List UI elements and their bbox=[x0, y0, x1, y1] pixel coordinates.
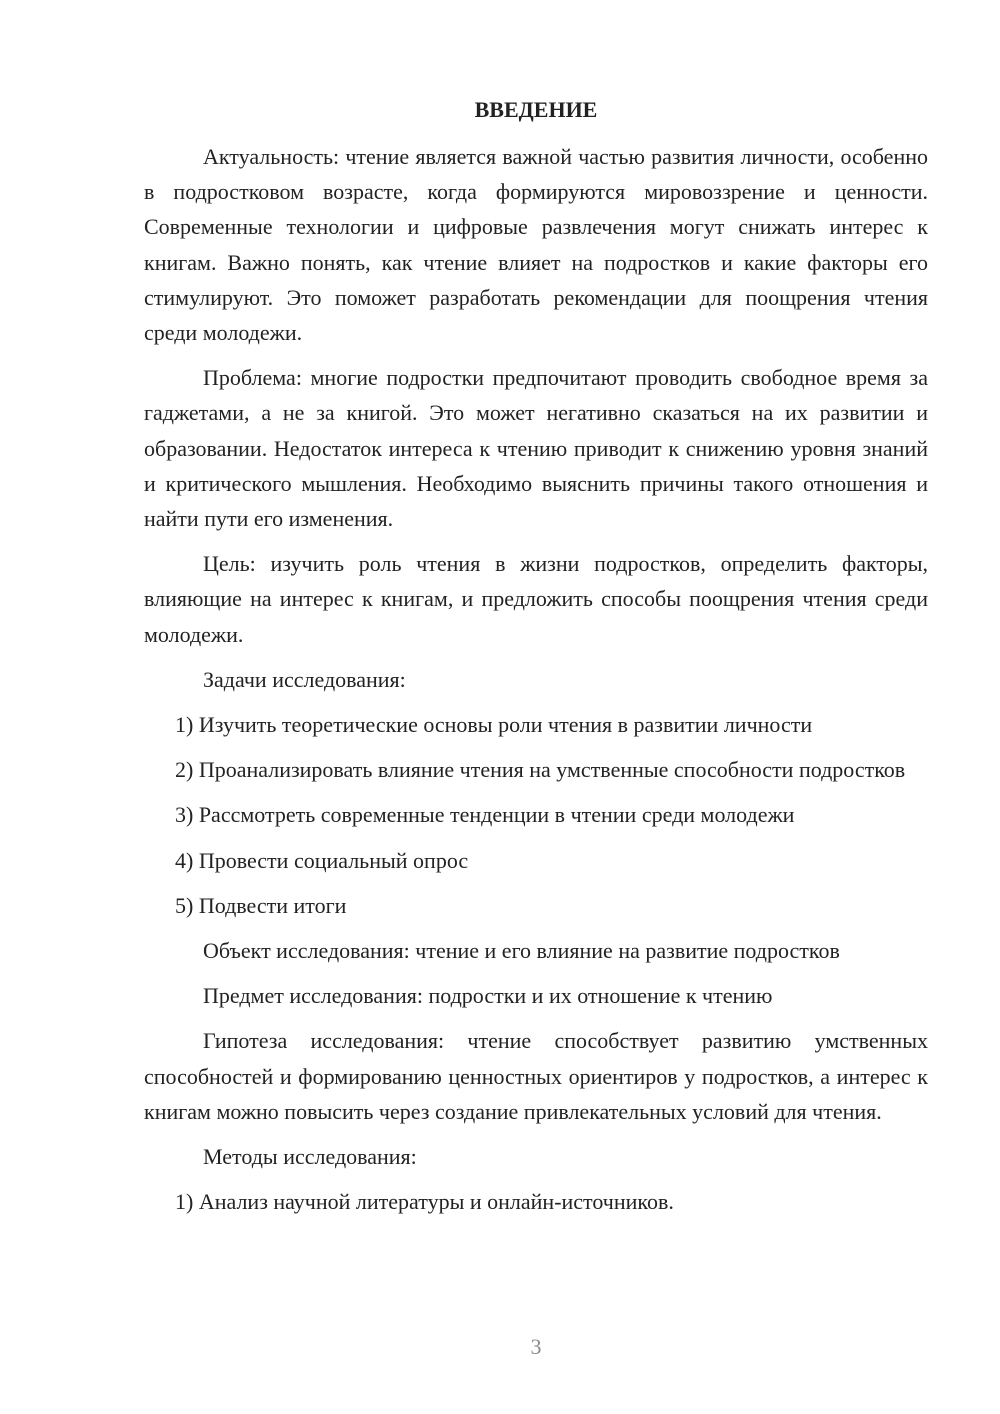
relevance-paragraph: Актуальность: чтение является важной частью развития личности, особенно в подростковом возрасте, когда формируются мировоззрение и ценности. Современные технологии и цифровые развлечения могут снижать интерес к книгам. Важно понять, как чтение влияет на подростков и какие факторы его стимулируют. Это поможет разработать рекомендации для поощрения чтения среди молодежи. bbox=[144, 144, 928, 346]
hypothesis-paragraph: Гипотеза исследования: чтение способствует развитию умственных способностей и формированию ценностных ориентиров у подростков, а интерес к книгам можно повысить через создание привлекательных условий для чтения. bbox=[144, 1028, 928, 1124]
goal-paragraph: Цель: изучить роль чтения в жизни подростков, определить факторы, влияющие на интерес к книгам, и предложить способы поощрения чтения среди молодежи. bbox=[144, 551, 928, 647]
page-number: 3 bbox=[530, 1334, 542, 1359]
research-object: Объект исследования: чтение и его влияние на развитие подростков bbox=[203, 938, 840, 964]
problem-paragraph: Проблема: многие подростки предпочитают проводить свободное время за гаджетами, а не за книгой. Это может негативно сказаться на их развитии и образовании. Недостаток интереса к чтению приводит к снижению уровня знаний и критического мышления. Необходимо выяснить причины такого отношения и найти пути его изменения. bbox=[144, 365, 928, 532]
research-subject: Предмет исследования: подростки и их отношение к чтению bbox=[203, 983, 773, 1009]
method-item-1: 1) Анализ научной литературы и онлайн-источников. bbox=[175, 1189, 674, 1215]
page-content bbox=[144, 95, 928, 1229]
tasks-heading: Задачи исследования: bbox=[203, 666, 406, 692]
section-heading: ВВЕДЕНИЕ bbox=[474, 97, 598, 122]
task-item-3: 3) Рассмотреть современные тенденции в чтении среди молодежи bbox=[175, 802, 795, 828]
methods-heading: Методы исследования: bbox=[203, 1144, 417, 1170]
task-item-2: 2) Проанализировать влияние чтения на умственные способности подростков bbox=[175, 757, 906, 783]
task-item-4: 4) Провести социальный опрос bbox=[175, 847, 469, 873]
task-item-1: 1) Изучить теоретические основы роли чтения в развитии личности bbox=[175, 712, 813, 738]
task-item-5: 5) Подвести итоги bbox=[175, 892, 347, 918]
